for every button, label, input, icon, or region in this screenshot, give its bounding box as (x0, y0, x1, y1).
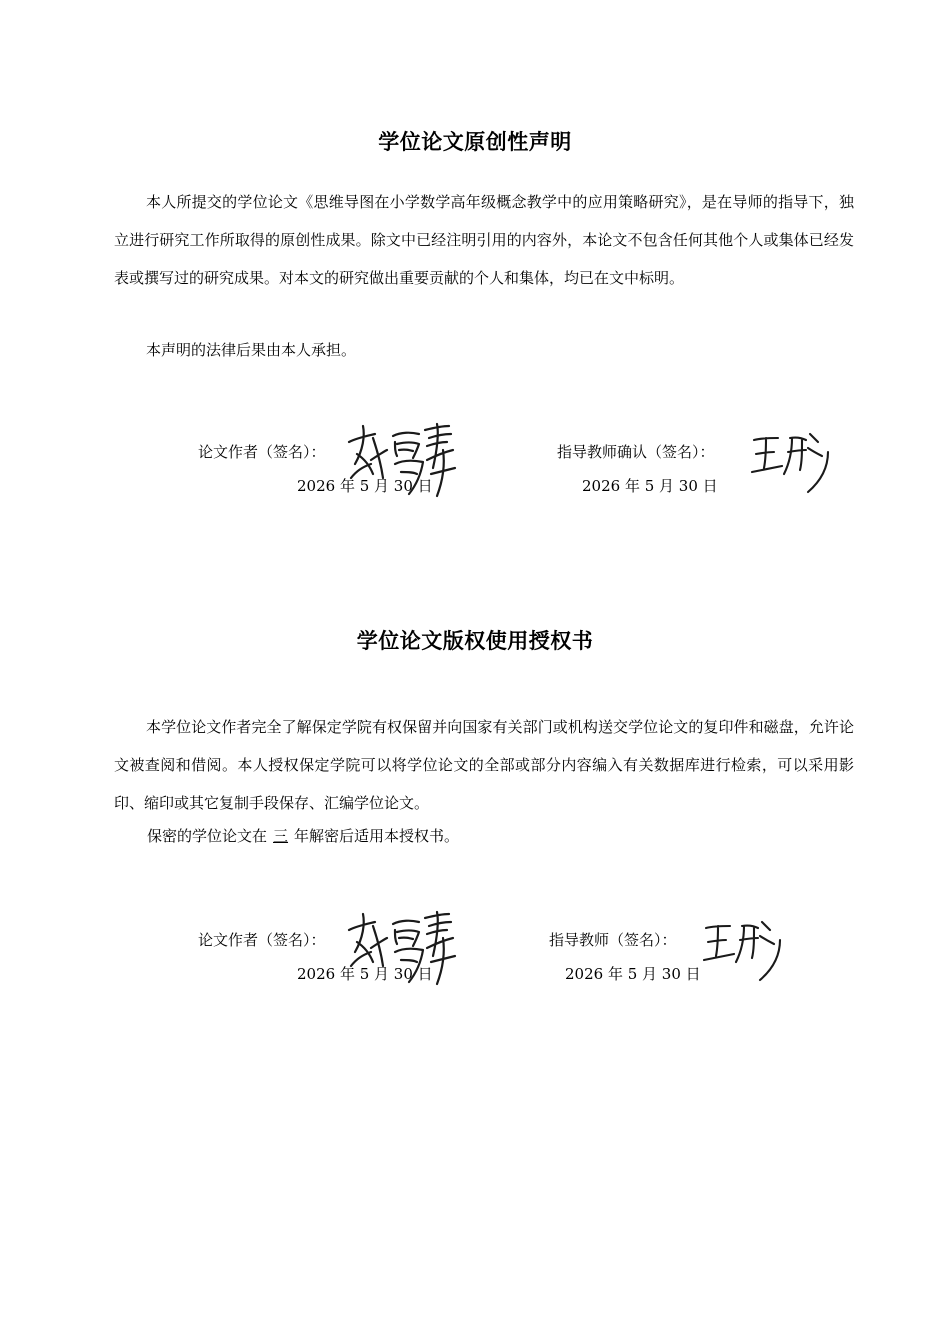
authorization-title: 学位论文版权使用授权书 (356, 629, 594, 653)
author-signature-date: 2026 年 5 月 30 日 (297, 477, 433, 495)
author-signature-label: 论文作者（签名）： (198, 443, 326, 461)
legal-liability-paragraph: 本声明的法律后果由本人承担。 (146, 341, 357, 359)
author-handwritten-signature-2 (343, 908, 461, 988)
advisor-signature-label-2: 指导教师（签名）： (549, 931, 677, 949)
originality-paragraph: 本人所提交的学位论文《思维导图在小学数学高年级概念教学中的应用策略研究》，是在导师的指导下，独立进行研究工作所取得的原创性成果。除文中已经注明引用的内容外，本论文不包含任何其他个人或集体已经发表或撰写过的研究成果。对本文的研究做出重要贡献的个人和集体，均已在文中标明。 (114, 193, 854, 287)
secrecy-prefix: 保密的学位论文在 (147, 827, 268, 845)
advisor-signature-date-2: 2026 年 5 月 30 日 (565, 965, 701, 983)
secrecy-years: 三 (273, 827, 289, 845)
originality-title: 学位论文原创性声明 (378, 130, 572, 154)
author-signature-date-2: 2026 年 5 月 30 日 (297, 965, 433, 983)
advisor-handwritten-signature-2 (700, 918, 790, 984)
authorization-paragraph: 本学位论文作者完全了解保定学院有权保留并向国家有关部门或机构送交学位论文的复印件和磁盘，允许论文被查阅和借阅。本人授权保定学院可以将学位论文的全部或部分内容编入有关数据库进行检索，可以采用影印、缩印或其它复制手段保存、汇编学位论文。 (114, 718, 854, 812)
secrecy-statement (147, 826, 459, 846)
secrecy-suffix: 年解密后适用本授权书。 (294, 827, 460, 845)
advisor-handwritten-signature (748, 430, 838, 496)
advisor-signature-date: 2026 年 5 月 30 日 (582, 477, 718, 495)
author-signature-label-2: 论文作者（签名）： (198, 931, 326, 949)
advisor-signature-label: 指导教师确认（签名）： (557, 443, 715, 461)
author-handwritten-signature (343, 420, 461, 500)
